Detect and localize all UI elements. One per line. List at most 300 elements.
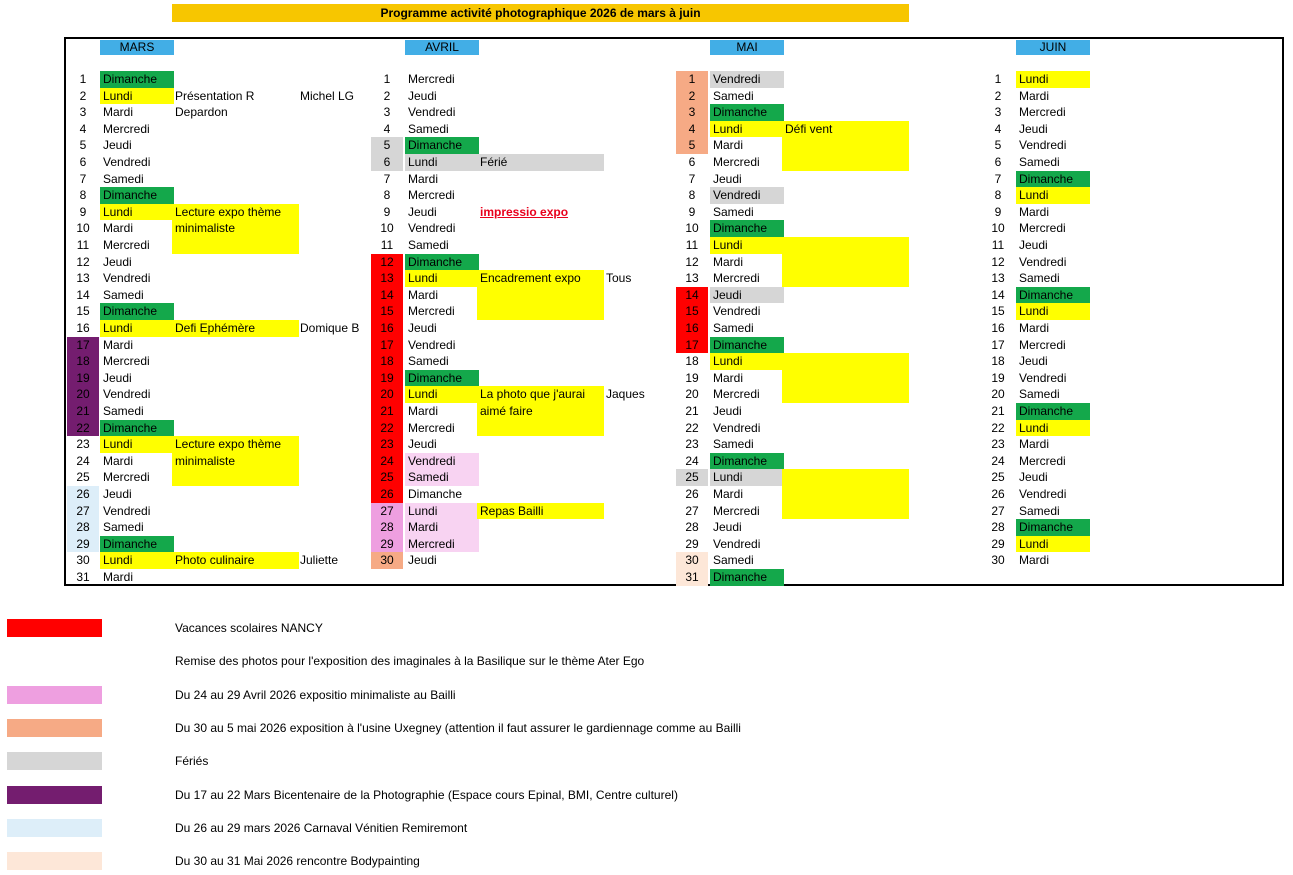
annotation-lecture-1a: Lecture expo thème — [172, 204, 299, 221]
annotation-mai-18 — [782, 353, 909, 370]
mai-day-number: 12 — [685, 254, 699, 269]
juin-day-name: Samedi — [1019, 155, 1060, 169]
month-header-juin: JUIN — [1016, 40, 1090, 55]
juin-day-name: Dimanche — [1016, 171, 1090, 188]
juin-day-name: Vendredi — [1019, 138, 1067, 153]
annotation-mai-26 — [782, 486, 909, 503]
annotation-mai-27 — [782, 503, 909, 520]
legend-text-carnaval: Du 26 au 29 mars 2026 Carnaval Vénitien Remiremont — [175, 821, 468, 835]
mai-day-number: 14 — [676, 287, 708, 304]
juin-day-name: Vendredi — [1019, 487, 1067, 501]
annotation-mai-12 — [782, 254, 909, 271]
avril-day-number: 22 — [371, 420, 403, 437]
mars-day-name: Samedi — [103, 404, 144, 418]
avril-day-name: Dimanche — [405, 137, 479, 154]
mars-day-number: 23 — [76, 437, 90, 452]
mai-day-name: Dimanche — [710, 337, 784, 354]
avril-day-number: 16 — [371, 320, 403, 337]
juin-day-number: 15 — [991, 304, 1005, 319]
mai-day-number: 23 — [685, 437, 699, 452]
avril-day-name: Jeudi — [408, 88, 437, 103]
mai-day-number: 29 — [685, 536, 699, 551]
mars-day-name: Mercredi — [103, 470, 150, 485]
mai-day-number: 10 — [685, 221, 699, 236]
juin-day-number: 21 — [991, 404, 1005, 418]
mars-day-name: Mercredi — [103, 238, 150, 252]
mai-day-number: 18 — [685, 354, 699, 369]
juin-day-name: Lundi — [1016, 536, 1090, 553]
juin-day-name: Lundi — [1016, 71, 1090, 88]
avril-day-number: 6 — [371, 154, 403, 171]
juin-day-number: 26 — [991, 487, 1005, 501]
annotation-lecture-2b: minimaliste — [172, 453, 299, 470]
avril-day-number: 27 — [371, 503, 403, 520]
annotation-encadrement-2 — [477, 287, 604, 304]
juin-day-number: 27 — [991, 503, 1005, 518]
juin-day-number: 24 — [991, 453, 1005, 468]
juin-day-number: 18 — [991, 354, 1005, 369]
annotation-mai-11 — [782, 237, 909, 254]
mars-day-number: 9 — [79, 204, 87, 219]
mars-day-number: 10 — [76, 221, 90, 236]
avril-day-number: 3 — [383, 105, 391, 120]
avril-day-number: 5 — [371, 137, 403, 154]
avril-day-number: 4 — [383, 121, 391, 136]
annotation-mai-20 — [782, 386, 909, 403]
avril-day-number: 8 — [383, 188, 391, 203]
mars-day-name: Dimanche — [100, 303, 174, 320]
annotation-mai-5 — [782, 137, 909, 154]
mars-day-name: Lundi — [100, 320, 174, 337]
avril-day-number: 23 — [371, 436, 403, 453]
month-header-mai: MAI — [710, 40, 784, 55]
avril-day-number: 2 — [383, 88, 391, 103]
mars-day-number: 11 — [76, 238, 90, 252]
avril-day-number: 25 — [371, 469, 403, 486]
mai-day-name: Dimanche — [710, 104, 784, 121]
legend-text-remise: Remise des photos pour l'exposition des imaginales à la Basilique sur le thème Ater Ego — [175, 654, 645, 668]
legend-text-uxegney: Du 30 au 5 mai 2026 exposition à l'usine Uxegney (attention il faut assurer le gardiennage comme au Bailli — [175, 721, 741, 735]
juin-day-number: 20 — [991, 387, 1005, 402]
avril-day-name: Mercredi — [408, 420, 455, 435]
annotation-photo-aimee-c — [477, 420, 604, 437]
legend-swatch-bicentenaire — [7, 786, 102, 804]
juin-day-name: Mercredi — [1019, 105, 1066, 120]
legend-swatch-feries — [7, 752, 102, 770]
avril-day-number: 13 — [371, 270, 403, 287]
juin-day-name: Mardi — [1019, 204, 1050, 219]
mars-day-number: 5 — [79, 138, 87, 153]
legend-text-minimaliste: Du 24 au 29 Avril 2026 expositio minimaliste au Bailli — [175, 688, 456, 702]
avril-day-number: 17 — [371, 337, 403, 354]
mars-day-name: Vendredi — [103, 155, 151, 169]
juin-day-name: Dimanche — [1016, 287, 1090, 304]
mai-day-name: Samedi — [713, 553, 754, 568]
juin-day-number: 9 — [994, 204, 1002, 219]
annotation-lecture-2a: Lecture expo thème — [172, 436, 299, 453]
annotation-lecture-2c — [172, 469, 299, 486]
juin-day-name: Dimanche — [1016, 519, 1090, 536]
juin-day-number: 10 — [991, 221, 1005, 236]
mai-day-name: Samedi — [713, 437, 754, 452]
mars-day-number: 17 — [67, 337, 99, 354]
annotation-defi-who: Domique B — [300, 321, 360, 335]
annotation-encadrement: Encadrement expo — [477, 270, 604, 287]
annotation-mai-13 — [782, 270, 909, 287]
legend-swatch-bodypainting — [7, 852, 102, 870]
juin-day-name: Jeudi — [1019, 121, 1048, 136]
annotation-repas: Repas Bailli — [477, 503, 604, 520]
mai-day-name: Vendredi — [713, 304, 761, 319]
annotation-defi: Defi Ephémère — [172, 320, 299, 337]
month-header-mars: MARS — [100, 40, 174, 55]
mai-day-number: 13 — [685, 271, 699, 286]
mai-day-name: Vendredi — [713, 536, 761, 551]
mai-day-number: 26 — [685, 487, 699, 501]
mai-day-number: 15 — [676, 303, 708, 320]
mars-day-number: 8 — [79, 188, 87, 203]
juin-day-name: Samedi — [1019, 271, 1060, 286]
annotation-encadrement-who: Tous — [606, 271, 632, 286]
mars-day-name: Mardi — [103, 221, 134, 236]
annotation-lecture-1b: minimaliste — [172, 220, 299, 237]
avril-day-number: 30 — [371, 552, 403, 569]
mars-day-name: Dimanche — [100, 187, 174, 204]
avril-day-name: Vendredi — [408, 337, 456, 352]
mars-day-name: Vendredi — [103, 503, 151, 518]
mars-day-number: 31 — [76, 570, 90, 584]
avril-day-number: 10 — [380, 221, 394, 236]
mars-day-number: 21 — [67, 403, 99, 420]
mars-day-number: 26 — [67, 486, 99, 503]
annotation-photo-who: Juliette — [300, 553, 339, 568]
avril-day-name: Samedi — [408, 121, 449, 136]
juin-day-number: 1 — [994, 72, 1002, 86]
mars-day-number: 24 — [76, 453, 90, 468]
juin-day-name: Mardi — [1019, 553, 1050, 568]
avril-day-name: Mardi — [408, 171, 439, 186]
mars-day-number: 2 — [79, 88, 87, 103]
mai-day-number: 28 — [685, 520, 699, 535]
avril-day-name: Vendredi — [408, 105, 456, 120]
mars-day-name: Mardi — [103, 453, 134, 468]
juin-day-number: 17 — [991, 337, 1005, 352]
mars-day-name: Dimanche — [100, 71, 174, 88]
mai-day-name: Dimanche — [710, 453, 784, 470]
mai-day-number: 22 — [685, 420, 699, 435]
avril-day-number: 15 — [371, 303, 403, 320]
juin-day-number: 5 — [994, 138, 1002, 153]
mai-day-number: 17 — [676, 337, 708, 354]
mai-day-number: 2 — [676, 88, 708, 105]
avril-day-name: Samedi — [408, 354, 449, 369]
legend-swatch-remise — [7, 652, 102, 670]
mars-day-number: 4 — [79, 121, 87, 136]
juin-day-number: 23 — [991, 437, 1005, 452]
avril-day-name: Samedi — [408, 238, 449, 252]
annotation-photo: Photo culinaire — [172, 552, 299, 569]
annotation-presentation-2: Depardon — [175, 105, 228, 120]
mai-day-name: Lundi — [710, 353, 784, 370]
annotation-ferie: Férié — [477, 154, 604, 171]
mars-day-name: Mardi — [103, 570, 134, 584]
avril-day-number: 21 — [371, 403, 403, 420]
annotation-photo-aimee-a: La photo que j'aurai — [477, 386, 604, 403]
juin-day-name: Vendredi — [1019, 370, 1067, 385]
page-title: Programme activité photographique 2026 de mars à juin — [172, 4, 909, 22]
mars-day-name: Lundi — [100, 552, 174, 569]
juin-day-number: 14 — [991, 287, 1005, 302]
juin-day-number: 6 — [994, 155, 1002, 169]
mars-day-name: Jeudi — [103, 138, 132, 153]
legend-text-feries: Fériés — [175, 754, 209, 768]
avril-day-number: 7 — [383, 171, 391, 186]
mai-day-name: Mardi — [713, 254, 744, 269]
mars-day-name: Samedi — [103, 520, 144, 535]
mars-day-number: 28 — [67, 519, 99, 536]
mars-day-name: Mercredi — [103, 354, 150, 369]
annotation-photo-aimee-b: aimé faire — [477, 403, 604, 420]
mars-day-name: Lundi — [100, 436, 174, 453]
juin-day-number: 22 — [991, 420, 1005, 435]
mai-day-name: Vendredi — [710, 187, 784, 204]
juin-day-number: 3 — [994, 105, 1002, 120]
juin-day-name: Mardi — [1019, 321, 1050, 335]
mai-day-number: 31 — [676, 569, 708, 586]
juin-day-number: 29 — [991, 536, 1005, 551]
mars-day-name: Dimanche — [100, 536, 174, 553]
mai-day-name: Lundi — [710, 237, 784, 254]
mars-day-number: 6 — [79, 155, 87, 169]
juin-day-number: 25 — [991, 470, 1005, 485]
annotation-lecture-1c — [172, 237, 299, 254]
avril-day-name: Samedi — [405, 469, 479, 486]
avril-day-name: Lundi — [405, 270, 479, 287]
avril-day-name: Jeudi — [408, 321, 437, 335]
mars-day-number: 29 — [67, 536, 99, 553]
avril-day-name: Mercredi — [405, 536, 479, 553]
mars-day-number: 1 — [79, 72, 87, 86]
mai-day-number: 30 — [676, 552, 708, 569]
avril-day-name: Jeudi — [408, 204, 437, 219]
mai-day-name: Lundi — [710, 121, 784, 138]
mai-day-name: Mardi — [713, 138, 744, 153]
avril-day-name: Mercredi — [408, 188, 455, 203]
mars-day-name: Samedi — [103, 287, 144, 302]
juin-day-number: 30 — [991, 553, 1005, 568]
mars-day-name: Jeudi — [103, 370, 132, 385]
avril-day-number: 1 — [383, 72, 391, 86]
avril-day-number: 24 — [371, 453, 403, 470]
legend-swatch-vacances — [7, 619, 102, 637]
avril-day-number: 14 — [371, 287, 403, 304]
impressio-text: impressio expo — [480, 204, 569, 219]
annotation-defi-vent: Défi vent — [782, 121, 909, 138]
mars-day-name: Mardi — [103, 105, 134, 120]
mai-day-number: 7 — [688, 171, 696, 186]
mai-day-number: 11 — [685, 238, 699, 252]
mai-day-name: Mercredi — [713, 503, 760, 518]
mars-day-name: Vendredi — [103, 387, 151, 402]
mai-day-name: Dimanche — [710, 569, 784, 586]
mai-day-name: Mercredi — [713, 271, 760, 286]
mars-day-name: Mercredi — [103, 121, 150, 136]
mai-day-name: Vendredi — [713, 420, 761, 435]
juin-day-name: Jeudi — [1019, 470, 1048, 485]
mars-day-name: Jeudi — [103, 487, 132, 501]
mai-day-number: 4 — [676, 121, 708, 138]
annotation-mai-25 — [782, 469, 909, 486]
mai-day-number: 27 — [685, 503, 699, 518]
juin-day-number: 11 — [991, 238, 1005, 252]
juin-day-number: 13 — [991, 271, 1005, 286]
mai-day-name: Samedi — [713, 88, 754, 103]
mai-day-number: 3 — [676, 104, 708, 121]
mars-day-name: Mardi — [103, 337, 134, 352]
juin-day-name: Mardi — [1019, 88, 1050, 103]
avril-day-name: Mercredi — [408, 72, 455, 86]
avril-day-number: 11 — [380, 238, 394, 252]
juin-day-number: 19 — [991, 370, 1005, 385]
annotation-presentation-who: Michel LG — [300, 88, 355, 103]
legend-swatch-carnaval — [7, 819, 102, 837]
avril-day-number: 18 — [371, 353, 403, 370]
juin-day-name: Vendredi — [1019, 254, 1067, 269]
annotation-encadrement-3 — [477, 303, 604, 320]
mars-day-name: Jeudi — [103, 254, 132, 269]
avril-day-name: Dimanche — [408, 487, 463, 501]
avril-day-name: Lundi — [405, 386, 479, 403]
avril-day-name: Lundi — [405, 154, 479, 171]
month-header-avril: AVRIL — [405, 40, 479, 55]
mai-day-name: Dimanche — [710, 220, 784, 237]
mai-day-number: 16 — [676, 320, 708, 337]
mai-day-name: Vendredi — [710, 71, 784, 88]
mars-day-number: 27 — [67, 503, 99, 520]
mai-day-number: 25 — [676, 469, 708, 486]
mars-day-name: Lundi — [100, 204, 174, 221]
mai-day-name: Jeudi — [713, 520, 742, 535]
juin-day-number: 12 — [991, 254, 1005, 269]
juin-day-name: Lundi — [1016, 187, 1090, 204]
legend-text-bicentenaire: Du 17 au 22 Mars Bicentenaire de la Photographie (Espace cours Epinal, BMI, Centre culturel) — [175, 788, 678, 802]
juin-day-name: Mercredi — [1019, 221, 1066, 236]
mars-day-number: 22 — [67, 420, 99, 437]
mars-day-name: Dimanche — [100, 420, 174, 437]
mai-day-number: 5 — [676, 137, 708, 154]
annotation-mai-19 — [782, 370, 909, 387]
juin-day-number: 2 — [994, 88, 1002, 103]
annotation-photo-aimee-who: Jaques — [606, 387, 645, 402]
juin-day-name: Mercredi — [1019, 337, 1066, 352]
avril-day-name: Mardi — [405, 519, 479, 536]
mars-day-number: 14 — [76, 287, 90, 302]
juin-day-name: Samedi — [1019, 387, 1060, 402]
mars-day-number: 15 — [76, 304, 90, 319]
mai-day-number: 8 — [688, 188, 696, 203]
mars-day-number: 30 — [76, 553, 90, 568]
mai-day-number: 24 — [685, 453, 699, 468]
mars-day-number: 13 — [76, 271, 90, 286]
mars-day-number: 3 — [79, 105, 87, 120]
legend-text-vacances: Vacances scolaires NANCY — [175, 621, 323, 635]
mai-day-name: Mercredi — [713, 387, 760, 402]
avril-day-number: 26 — [371, 486, 403, 503]
juin-day-name: Lundi — [1016, 303, 1090, 320]
mai-day-name: Lundi — [710, 469, 784, 486]
legend-text-bodypainting: Du 30 au 31 Mai 2026 rencontre Bodypainting — [175, 854, 420, 868]
juin-day-number: 16 — [991, 321, 1005, 335]
juin-day-name: Samedi — [1019, 503, 1060, 518]
juin-day-number: 28 — [991, 520, 1005, 535]
juin-day-number: 7 — [994, 171, 1002, 186]
juin-day-name: Jeudi — [1019, 238, 1048, 252]
juin-day-name: Mardi — [1019, 437, 1050, 452]
mai-day-number: 1 — [676, 71, 708, 88]
annotation-mai-6 — [782, 154, 909, 171]
mars-day-name: Lundi — [100, 88, 174, 105]
mars-day-number: 20 — [67, 386, 99, 403]
mai-day-name: Mercredi — [713, 155, 760, 169]
mars-day-number: 25 — [76, 470, 90, 485]
annotation-impressio — [477, 204, 604, 221]
avril-day-name: Jeudi — [408, 553, 437, 568]
juin-day-name: Dimanche — [1016, 403, 1090, 420]
mars-day-number: 19 — [67, 370, 99, 387]
mai-day-name: Mardi — [713, 370, 744, 385]
legend-swatch-uxegney — [7, 719, 102, 737]
mai-day-name: Jeudi — [710, 287, 784, 304]
juin-day-number: 8 — [994, 188, 1002, 203]
juin-day-name: Mercredi — [1019, 453, 1066, 468]
mars-day-number: 18 — [67, 353, 99, 370]
avril-day-number: 12 — [371, 254, 403, 271]
avril-day-number: 20 — [371, 386, 403, 403]
mai-day-number: 20 — [685, 387, 699, 402]
annotation-presentation: Présentation R — [175, 88, 255, 103]
mars-day-number: 16 — [76, 321, 90, 335]
mai-day-number: 21 — [685, 404, 699, 418]
avril-day-name: Mardi — [408, 287, 439, 302]
mai-day-number: 9 — [688, 204, 696, 219]
mai-day-name: Jeudi — [713, 171, 742, 186]
mai-day-number: 6 — [688, 155, 696, 169]
juin-day-name: Jeudi — [1019, 354, 1048, 369]
mars-day-name: Samedi — [103, 171, 144, 186]
avril-day-number: 29 — [371, 536, 403, 553]
avril-day-name: Vendredi — [408, 221, 456, 236]
avril-day-name: Dimanche — [405, 254, 479, 271]
avril-day-name: Mercredi — [408, 304, 455, 319]
avril-day-name: Jeudi — [408, 437, 437, 452]
mai-day-name: Mardi — [713, 487, 744, 501]
avril-day-number: 19 — [371, 370, 403, 387]
mai-day-name: Jeudi — [713, 404, 742, 418]
mars-day-name: Vendredi — [103, 271, 151, 286]
avril-day-name: Mardi — [408, 404, 439, 418]
mai-day-name: Samedi — [713, 204, 754, 219]
avril-day-name: Dimanche — [405, 370, 479, 387]
mai-day-number: 19 — [685, 370, 699, 385]
avril-day-number: 28 — [371, 519, 403, 536]
mars-day-number: 12 — [76, 254, 90, 269]
legend-swatch-minimaliste — [7, 686, 102, 704]
mai-day-name: Samedi — [713, 321, 754, 335]
avril-day-number: 9 — [383, 204, 391, 219]
juin-day-number: 4 — [994, 121, 1002, 136]
avril-day-name: Lundi — [405, 503, 479, 520]
mars-day-number: 7 — [79, 171, 87, 186]
